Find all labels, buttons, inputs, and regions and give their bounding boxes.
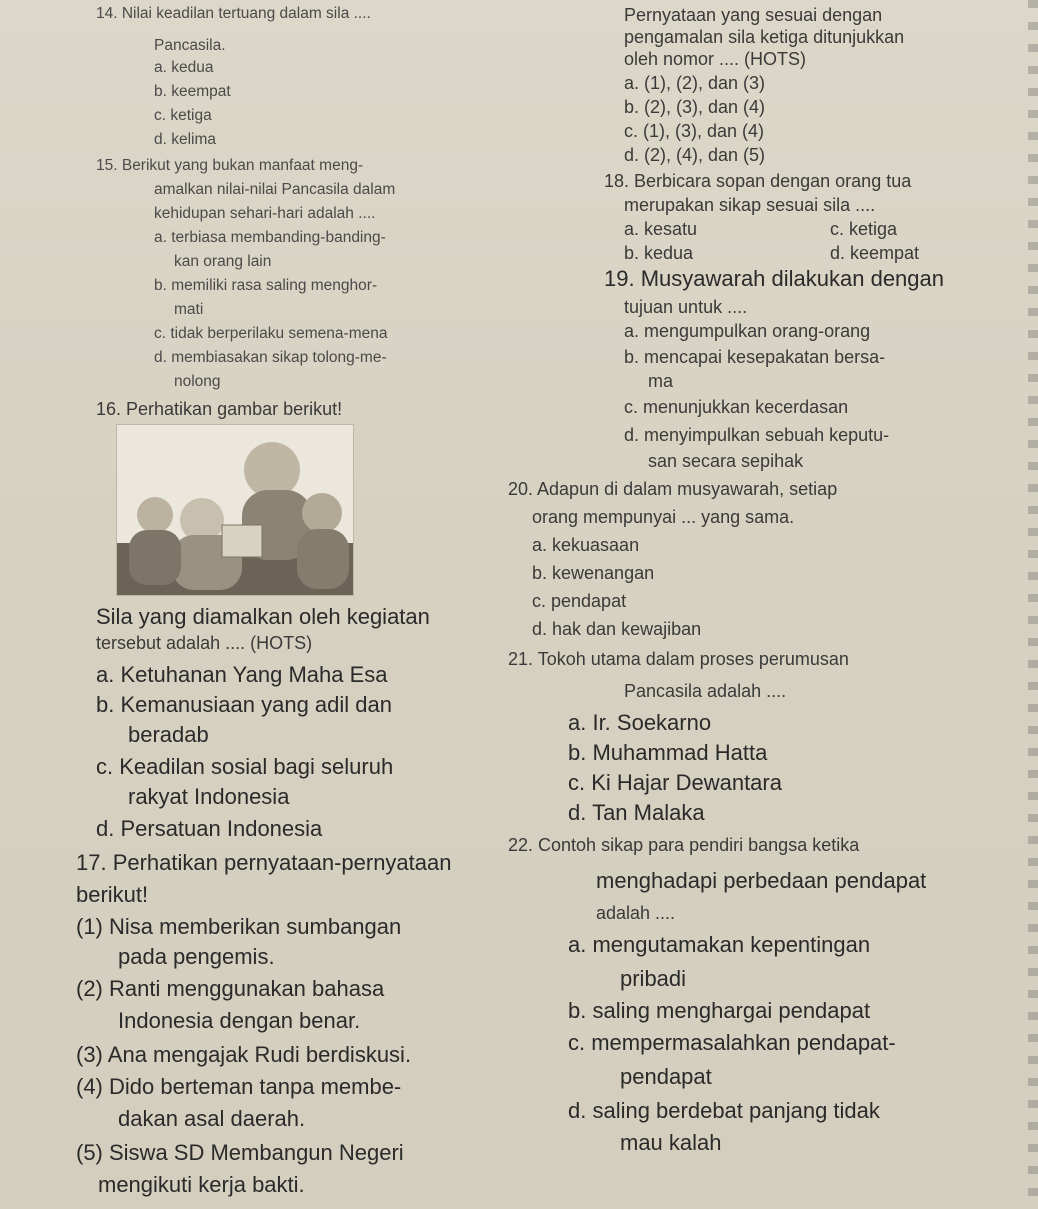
left-text-line: beradab — [128, 722, 209, 747]
left-text-line: b. Kemanusiaan yang adil dan — [96, 692, 392, 717]
right-text-line: d. hak dan kewajiban — [532, 619, 702, 639]
page-edge-marks — [1028, 0, 1038, 1209]
right-text-line: d. saling berdebat panjang tidak — [568, 1098, 880, 1123]
left-text-line: Pancasila. — [154, 37, 226, 54]
left-text-line: b. memiliki rasa saling menghor- — [154, 277, 378, 294]
left-text-line: kan orang lain — [174, 253, 272, 270]
right-text-line: a. (1), (2), dan (3) — [624, 73, 766, 93]
left-text-line: dakan asal daerah. — [118, 1106, 306, 1131]
right-text-line: 20. Adapun di dalam musyawarah, setiap — [508, 479, 838, 499]
right-text-line: b. (2), (3), dan (4) — [624, 97, 766, 117]
left-text-line: 14. Nilai keadilan tertuang dalam sila .... — [96, 5, 371, 22]
left-text-line: mati — [174, 301, 204, 318]
right-text-line: d. menyimpulkan sebuah keputu- — [624, 425, 890, 445]
left-text-line: a. kedua — [154, 59, 214, 76]
right-text-line: 18. Berbicara sopan dengan orang tua — [604, 171, 912, 191]
right-text-line: 22. Contoh sikap para pendiri bangsa ketika — [508, 835, 860, 855]
right-text-line: c. pendapat — [532, 591, 627, 611]
right-text-line: a. mengumpulkan orang-orang — [624, 321, 871, 341]
right-text-line: b. kewenangan — [532, 563, 655, 583]
left-text-line: d. kelima — [154, 131, 217, 148]
right-text-line: d. keempat — [830, 243, 920, 263]
right-text-line: Pancasila adalah .... — [624, 681, 787, 701]
right-text-line: ma — [648, 371, 674, 391]
left-text-line: nolong — [174, 373, 221, 390]
right-text-line: oleh nomor .... (HOTS) — [624, 49, 807, 69]
left-text-line: (4) Dido berteman tanpa membe- — [76, 1074, 402, 1099]
left-text-line: amalkan nilai-nilai Pancasila dalam — [154, 181, 396, 198]
left-text-line: a. terbiasa membanding-banding- — [154, 229, 386, 246]
right-text-line: orang mempunyai ... yang sama. — [532, 507, 795, 527]
people-illustration-icon — [117, 425, 353, 595]
left-text-line: (3) Ana mengajak Rudi berdiskusi. — [76, 1042, 412, 1067]
left-text-line: c. Keadilan sosial bagi seluruh — [96, 754, 394, 779]
left-text-line: Indonesia dengan benar. — [118, 1008, 361, 1033]
left-text-line: tersebut adalah .... (HOTS) — [96, 633, 313, 653]
left-text-line: d. Persatuan Indonesia — [96, 816, 323, 841]
right-text-line: c. mempermasalahkan pendapat- — [568, 1030, 896, 1055]
left-text-line: c. tidak berperilaku semena-mena — [154, 325, 388, 342]
right-text-line: b. Muhammad Hatta — [568, 740, 768, 765]
right-text-line: c. menunjukkan kecerdasan — [624, 397, 849, 417]
left-text-line: 16. Perhatikan gambar berikut! — [96, 399, 343, 419]
left-text-line: d. membiasakan sikap tolong-me- — [154, 349, 387, 366]
right-text-line: d. (2), (4), dan (5) — [624, 145, 766, 165]
left-text-line: pada pengemis. — [118, 944, 275, 969]
right-text-line: 21. Tokoh utama dalam proses perumusan — [508, 649, 849, 669]
right-text-line: c. Ki Hajar Dewantara — [568, 770, 782, 795]
right-text-line: menghadapi perbedaan pendapat — [596, 868, 927, 893]
left-text-line: rakyat Indonesia — [128, 784, 290, 809]
left-text-line: c. ketiga — [154, 107, 212, 124]
left-text-line: Sila yang diamalkan oleh kegiatan — [96, 604, 430, 629]
left-text-line: (1) Nisa memberikan sumbangan — [76, 914, 402, 939]
right-text-line: Pernyataan yang sesuai dengan — [624, 5, 883, 25]
right-text-line: b. kedua — [624, 243, 694, 263]
left-text-line: mengikuti kerja bakti. — [98, 1172, 305, 1197]
right-text-line: mau kalah — [620, 1130, 722, 1155]
left-text-line: 15. Berikut yang bukan manfaat meng- — [96, 157, 364, 174]
right-text-line: tujuan untuk .... — [624, 297, 748, 317]
right-text-line: pendapat — [620, 1064, 712, 1089]
left-text-line: kehidupan sehari-hari adalah .... — [154, 205, 376, 222]
right-text-line: c. (1), (3), dan (4) — [624, 121, 765, 141]
right-text-line: a. kesatu — [624, 219, 698, 239]
right-text-line: a. Ir. Soekarno — [568, 710, 712, 735]
right-text-line: pengamalan sila ketiga ditunjukkan — [624, 27, 905, 47]
right-text-line: b. saling menghargai pendapat — [568, 998, 871, 1023]
right-text-line: a. kekuasaan — [532, 535, 640, 555]
illustration-image — [116, 424, 354, 596]
right-text-line: adalah .... — [596, 903, 676, 923]
left-text-line: berikut! — [76, 882, 149, 907]
right-text-line: a. mengutamakan kepentingan — [568, 932, 871, 957]
right-text-line: merupakan sikap sesuai sila .... — [624, 195, 876, 215]
left-text-line: b. keempat — [154, 83, 231, 100]
left-text-line: (2) Ranti menggunakan bahasa — [76, 976, 385, 1001]
right-text-line: c. ketiga — [830, 219, 898, 239]
right-text-line: b. mencapai kesepakatan bersa- — [624, 347, 886, 367]
right-text-line: pribadi — [620, 966, 687, 991]
left-text-line: a. Ketuhanan Yang Maha Esa — [96, 662, 388, 687]
left-text-line: (5) Siswa SD Membangun Negeri — [76, 1140, 404, 1165]
left-text-line: 17. Perhatikan pernyataan-pernyataan — [76, 850, 452, 875]
right-text-line: 19. Musyawarah dilakukan dengan — [604, 266, 945, 291]
right-text-line: san secara sepihak — [648, 451, 804, 471]
right-text-line: d. Tan Malaka — [568, 800, 705, 825]
